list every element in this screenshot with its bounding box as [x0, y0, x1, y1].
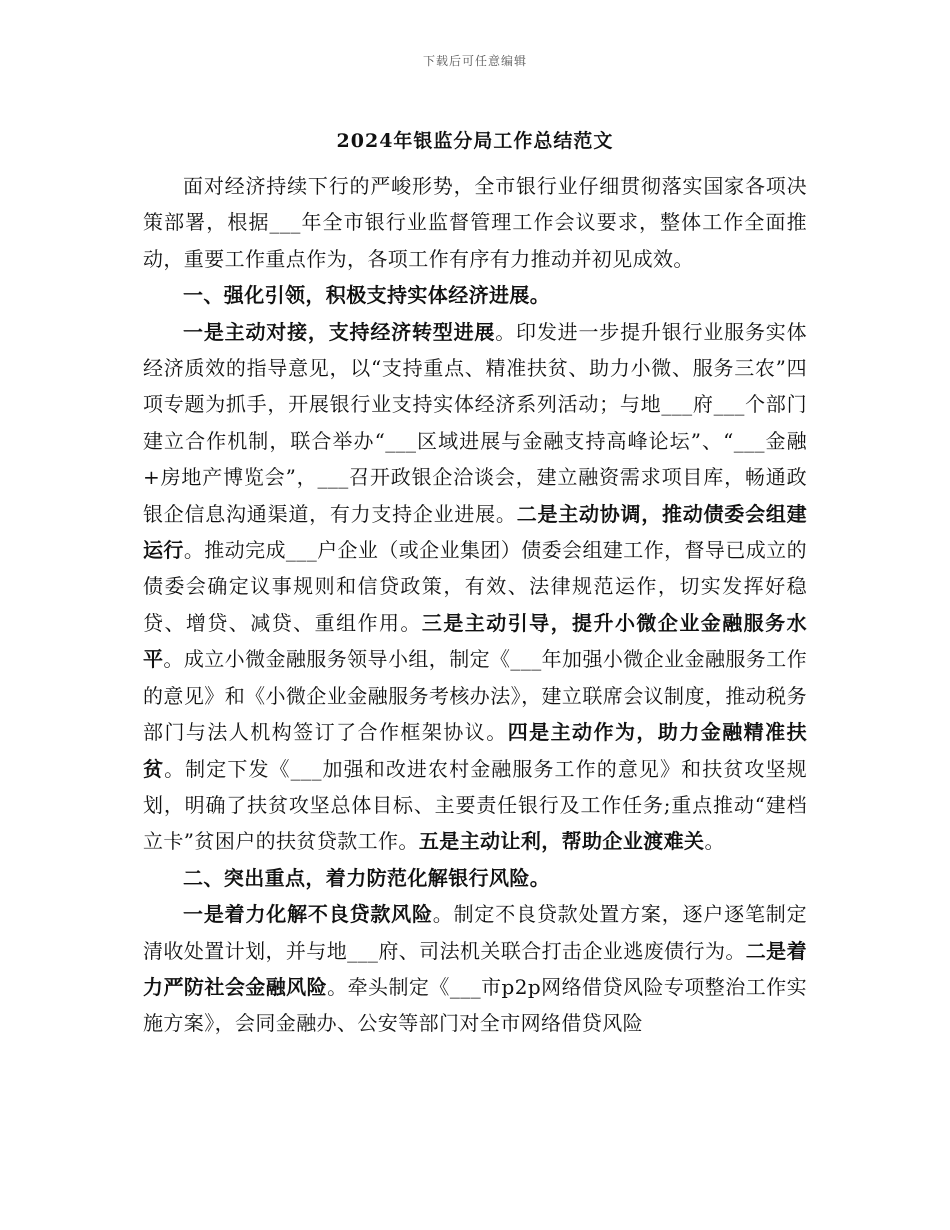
- document-body: [143, 168, 807, 1042]
- paragraph-section-1-body: [143, 314, 807, 860]
- bold-run: 二是着力严防社会金融风险: [143, 938, 807, 999]
- text-run: 。成立小微金融服务领导小组，制定《___年加强小微企业金融服务工作的意见》和《小微企业金融服务考核办法》，建立联席会议制度，推动税务部门与法人机构签订了合作框架协议。: [143, 647, 807, 745]
- text-run: 。牵头制定《___市p2p网络借贷风险专项整治工作实施方案》，会同金融办、公安等部门对全市网络借贷风险: [143, 974, 807, 1036]
- text-run: 。印发进一步提升银行业服务实体经济质效的指导意见，以“支持重点、精准扶贫、助力小微、服务三农”四项专题为抓手，开展银行业支持实体经济系列活动；与地___府___个部门建立合作机制，联合举办“___区域进展与金融支持高峰论坛”、“___金融+房地产博览会”，___召开政银企洽谈会，建立融资需求项目库，畅通政银企信息沟通渠道，有力支持企业进展。: [143, 319, 808, 526]
- text-run: 。制定下发《___加强和改进农村金融服务工作的意见》和扶贫攻坚规划，明确了扶贫攻坚总体目标、主要责任银行及工作任务;重点推动“建档立卡”贫困户的扶贫贷款工作。: [143, 756, 807, 854]
- text-run: 。推动完成___户企业（或企业集团）债委会组建工作，督导已成立的债委会确定议事规则和信贷政策，有效、法律规范运作，切实发挥好稳贷、增贷、减贷、重组作用。: [143, 538, 807, 635]
- page-header-note: 下载后可任意编辑: [422, 54, 527, 68]
- text-run: 。制定不良贷款处置方案，逐户逐笔制定清收处置计划，并与地___府、司法机关联合打击企业逃废债行为。: [143, 902, 807, 963]
- text-run: 。: [704, 829, 725, 854]
- paragraph-section-2-body: [143, 896, 807, 1042]
- text-run: 面对经济持续下行的严峻形势，全市银行业仔细贯彻落实国家各项决策部署，根据___年全市银行业监督管理工作会议要求，整体工作全面推动，重要工作重点作为，各项工作有序有力推动并初见成效。: [143, 174, 807, 271]
- bold-run: 三是主动引导，提升小微企业金融服务水平: [143, 610, 807, 672]
- document-title: 2024年银监分局工作总结范文: [336, 130, 614, 152]
- bold-run: 一是着力化解不良贷款风险: [183, 902, 433, 927]
- bold-run: 一是主动对接，支持经济转型进展: [183, 319, 496, 344]
- section-heading-1: [143, 277, 807, 313]
- bold-run: 四是主动作为，助力金融精准扶贫: [143, 720, 807, 781]
- section-heading-text: 二、突出重点，着力防范化解银行风险。: [183, 865, 551, 890]
- paragraph-intro: [143, 168, 807, 277]
- section-heading-text: 一、强化引领，积极支持实体经济进展。: [183, 283, 551, 308]
- bold-run: 二是主动协调，推动债委会组建运行: [143, 501, 807, 563]
- bold-run: 五是主动让利，帮助企业渡难关: [418, 829, 705, 854]
- section-heading-2: [143, 860, 807, 896]
